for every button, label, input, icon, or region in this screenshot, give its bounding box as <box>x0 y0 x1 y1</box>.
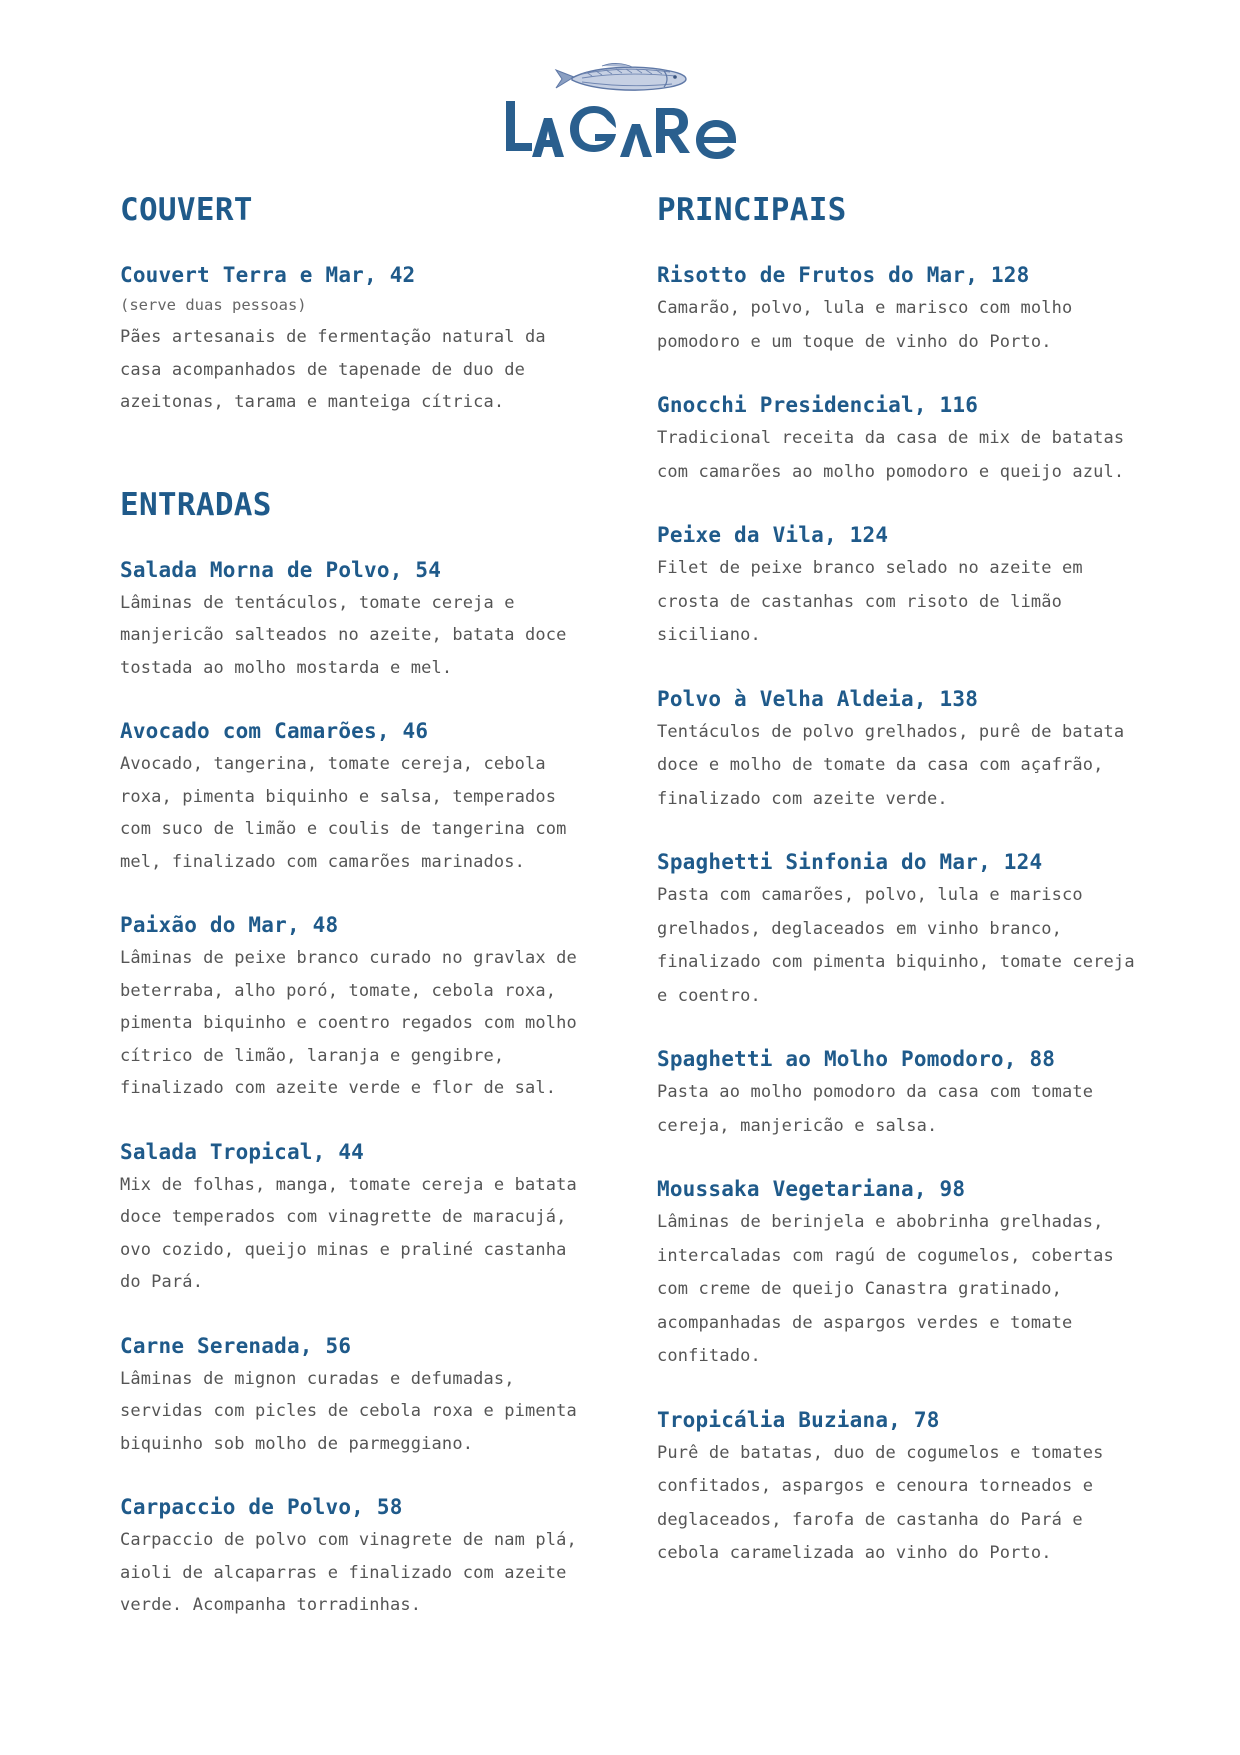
menu-item-description: Lâminas de mignon curadas e defumadas, servidas com picles de cebola roxa e pimenta biquinho sob molho de parmeggiano. <box>120 1368 577 1454</box>
menu-item-description: Mix de folhas, manga, tomate cereja e batata doce temperados com vinagrette de maracujá, ovo cozido, queijo minas e praliné castanha do Pará. <box>120 1174 577 1292</box>
section-title-entradas: ENTRADAS <box>120 486 272 523</box>
menu-item <box>120 716 590 878</box>
menu-item-description: Lâminas de peixe branco curado no gravlax de beterraba, alho poró, tomate, cebola roxa, pimenta biquinho e coentro regados com molho cítrico de limão, laranja e gengibre, finalizado com azeite verde e flor de sal. <box>120 948 577 1098</box>
menu-item-title: Polvo à Velha Aldeia, 138 <box>657 686 979 711</box>
menu-item-title: Spaghetti ao Molho Pomodoro, 88 <box>657 1047 1056 1071</box>
menu-item-description: Purê de batatas, duo de cogumelos e tomates confitados, aspargos e cenoura torneados e deglaceados, farofa de castanha do Pará e cebola caramelizada ao vinho do Porto. <box>657 1442 1104 1563</box>
entradas-list <box>120 555 590 1622</box>
menu-item <box>120 260 590 419</box>
sardine-fish-icon <box>552 62 688 96</box>
menu-item <box>657 390 1137 489</box>
logo <box>0 62 1240 166</box>
menu-item-description: Tentáculos de polvo grelhados, purê de batata doce e molho de tomate da casa com açafrão, finalizado com azeite verde. <box>657 721 1125 809</box>
menu-item-title: Avocado com Camarões, 46 <box>120 719 429 743</box>
menu-item <box>657 1174 1137 1374</box>
menu-item-description: Filet de peixe branco selado no azeite em crosta de castanhas com risoto de limão siciliano. <box>657 558 1083 645</box>
menu-item <box>120 1331 590 1461</box>
left-column <box>120 190 590 1654</box>
menu-item <box>657 1405 1137 1571</box>
menu-item-description: Pasta com camarões, polvo, lula e marisco grelhados, deglaceados em vinho branco, finalizado com pimenta biquinho, tomate cereja e coentro. <box>657 885 1135 1006</box>
menu-item-title: Gnocchi Presidencial, 116 <box>657 393 979 417</box>
section-title-couvert: COUVERT <box>120 192 253 228</box>
menu-item-title: Couvert Terra e Mar, 42 <box>120 263 416 287</box>
couvert-list <box>120 260 590 419</box>
principais-list <box>657 260 1137 1571</box>
menu-item-description: Lâminas de berinjela e abobrinha grelhadas, intercaladas com ragú de cogumelos, cobertas com creme de queijo Canastra gratinado, acompanhadas de aspargos verdes e tomate confitado. <box>657 1212 1114 1366</box>
brand-wordmark <box>500 98 740 160</box>
menu-item-description: Carpaccio de polvo com vinagrete de nam plá, aioli de alcaparras e finalizado com azeite verde. Acompanha torradinhas. <box>120 1530 577 1615</box>
menu-item <box>657 260 1137 359</box>
menu-item <box>120 555 590 685</box>
menu-item <box>657 520 1137 653</box>
section-title-principais: PRINCIPAIS <box>657 192 847 228</box>
menu-item-description: Pães artesanais de fermentação natural da casa acompanhados de tapenade de duo de azeitonas, tarama e manteiga cítrica. <box>120 327 546 412</box>
menu-item-title: Salada Morna de Polvo, 54 <box>120 557 442 582</box>
menu-item-title: Carne Serenada, 56 <box>120 1333 352 1358</box>
menu-item-description: Camarão, polvo, lula e marisco com molho pomodoro e um toque de vinho do Porto. <box>657 298 1073 352</box>
menu-item-title: Moussaka Vegetariana, 98 <box>657 1177 966 1201</box>
menu-item-description: Pasta ao molho pomodoro da casa com tomate cereja, manjericão e salsa. <box>657 1082 1094 1136</box>
menu-item-description: Lâminas de tentáculos, tomate cereja e manjericão salteados no azeite, batata doce tostada ao molho mostarda e mel. <box>120 592 567 678</box>
menu-item <box>657 847 1137 1013</box>
menu-item-title: Tropicália Buziana, 78 <box>657 1407 940 1432</box>
menu-item-description: Avocado, tangerina, tomate cereja, cebola roxa, pimenta biquinho e salsa, temperados com suco de limão e coulis de tangerina com mel, finalizado com camarões marinados. <box>120 754 567 872</box>
right-column <box>657 190 1137 1602</box>
menu-item-title: Carpaccio de Polvo, 58 <box>120 1495 403 1519</box>
menu-item <box>120 1137 590 1299</box>
menu-item-title: Peixe da Vila, 124 <box>657 523 889 547</box>
menu-item-title: Salada Tropical, 44 <box>120 1139 365 1164</box>
menu-item <box>120 910 590 1105</box>
menu-item <box>657 1044 1137 1143</box>
menu-item <box>120 1492 590 1622</box>
menu-item-title: Risotto de Frutos do Mar, 128 <box>657 263 1030 287</box>
menu-item-description: Tradicional receita da casa de mix de batatas com camarões ao molho pomodoro e queijo azul. <box>657 428 1125 482</box>
menu-item <box>657 684 1137 817</box>
menu-item-note: (serve duas pessoas) <box>120 296 307 314</box>
menu-item-title: Paixão do Mar, 48 <box>120 913 339 937</box>
menu-item-title: Spaghetti Sinfonia do Mar, 124 <box>657 850 1043 874</box>
